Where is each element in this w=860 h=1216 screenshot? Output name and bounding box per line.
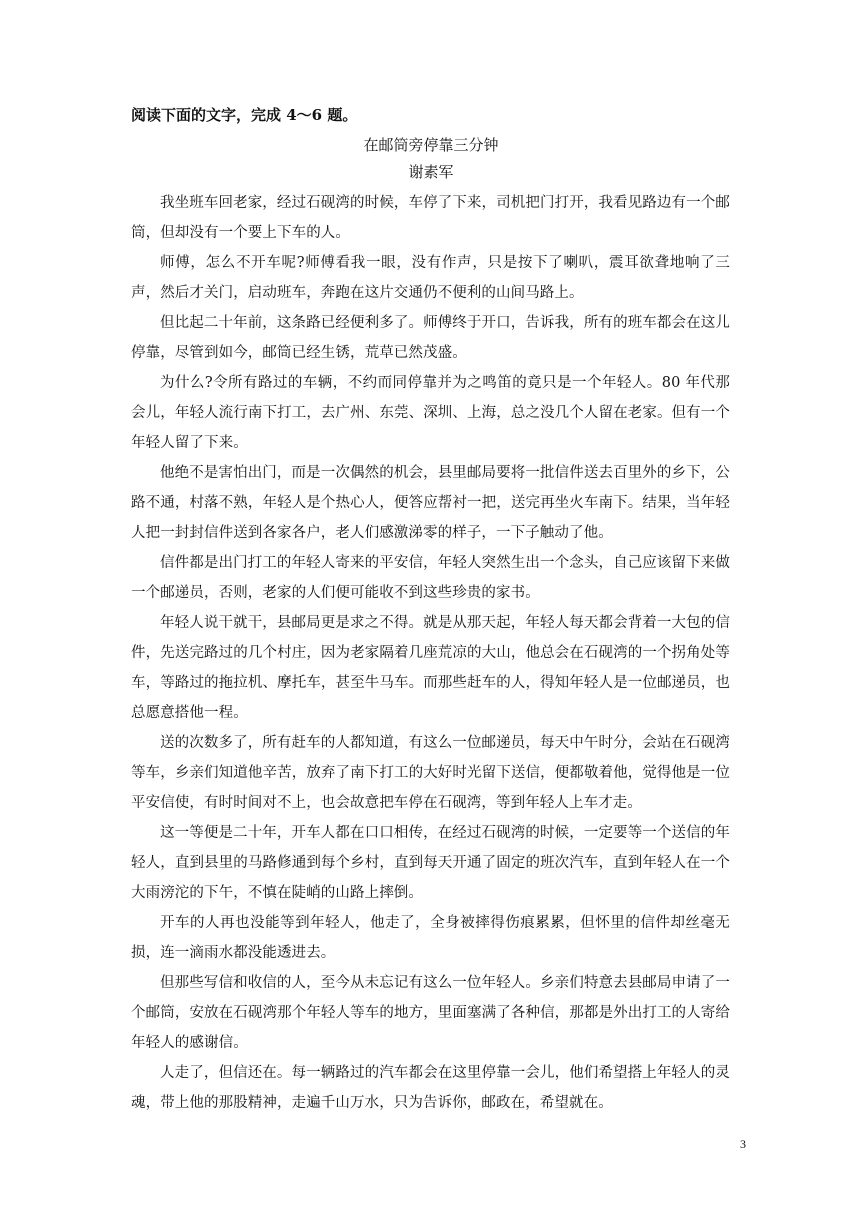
article-title: 在邮筒旁停靠三分钟 — [363, 136, 499, 154]
paragraph-1: 我坐班车回老家，经过石砚湾的时候，车停了下来，司机把门打开，我看见路边有一个邮筒，但却没有一个要上下车的人。 — [131, 195, 730, 241]
article-body — [131, 188, 730, 1118]
paragraph-11: 但那些写信和收信的人，至今从未忘记有这么一位年轻人。乡亲们特意去县邮局申请了一个邮筒，安放在石砚湾那个年轻人等车的地方，里面塞满了各种信，那都是外出打工的人寄给年轻人的感谢信。 — [131, 975, 730, 1051]
page-number: 3 — [740, 1137, 746, 1151]
paragraph-5: 他绝不是害怕出门，而是一次偶然的机会，县里邮局要将一批信件送去百里外的乡下，公路不通，村落不熟，年轻人是个热心人，便答应帮衬一把，送完再坐火车南下。结果，当年轻人把一封封信件送到各家各户，老人们感激涕零的样子，一下子触动了他。 — [131, 465, 730, 541]
paragraph-3: 但比起二十年前，这条路已经便利多了。师傅终于开口，告诉我，所有的班车都会在这儿停靠，尽管到如今，邮筒已经生锈，荒草已然茂盛。 — [131, 315, 730, 361]
paragraph-9: 这一等便是二十年，开车人都在口口相传，在经过石砚湾的时候，一定要等一个送信的年轻人，直到县里的马路修通到每个乡村，直到每天开通了固定的班次汽车，直到年轻人在一个大雨滂沱的下午，不慎在陡峭的山路上摔倒。 — [131, 825, 730, 901]
paragraph-7: 年轻人说干就干，县邮局更是求之不得。就是从那天起，年轻人每天都会背着一大包的信件，先送完路过的几个村庄，因为老家隔着几座荒凉的大山，他总会在石砚湾的一个拐角处等车，等路过的拖拉机、摩托车，甚至牛马车。而那些赶车的人，得知年轻人是一位邮递员，也总愿意搭他一程。 — [131, 615, 730, 721]
paragraph-2: 师傅，怎么不开车呢?师傅看我一眼，没有作声，只是按下了喇叭，震耳欲聋地响了三声，然后才关门，启动班车，奔跑在这片交通仍不便利的山间马路上。 — [131, 255, 730, 301]
paragraph-8: 送的次数多了，所有赶车的人都知道，有这么一位邮递员，每天中午时分，会站在石砚湾等车，乡亲们知道他辛苦，放弃了南下打工的大好时光留下送信，便都敬着他，觉得他是一位平安信使，有时时间对不上，也会故意把车停在石砚湾，等到年轻人上车才走。 — [131, 735, 730, 811]
article-author: 谢素军 — [408, 163, 454, 181]
paragraph-12: 人走了，但信还在。每一辆路过的汽车都会在这里停靠一会儿，他们希望搭上年轻人的灵魂，带上他的那股精神，走遍千山万水，只为告诉你，邮政在，希望就在。 — [131, 1065, 730, 1111]
paragraph-10: 开车的人再也没能等到年轻人，他走了，全身被摔得伤痕累累，但怀里的信件却丝毫无损，连一滴雨水都没能透进去。 — [131, 915, 730, 961]
paragraph-6: 信件都是出门打工的年轻人寄来的平安信，年轻人突然生出一个念头，自己应该留下来做一个邮递员，否则，老家的人们便可能收不到这些珍贵的家书。 — [131, 555, 730, 601]
reading-instruction: 阅读下面的文字，完成 4～6 题。 — [131, 106, 358, 124]
paragraph-4: 为什么?令所有路过的车辆，不约而同停靠并为之鸣笛的竟只是一个年轻人。80 年代那会儿，年轻人流行南下打工，去广州、东莞、深圳、上海，总之没几个人留在老家。但有一个年轻人留了下来。 — [131, 375, 730, 451]
